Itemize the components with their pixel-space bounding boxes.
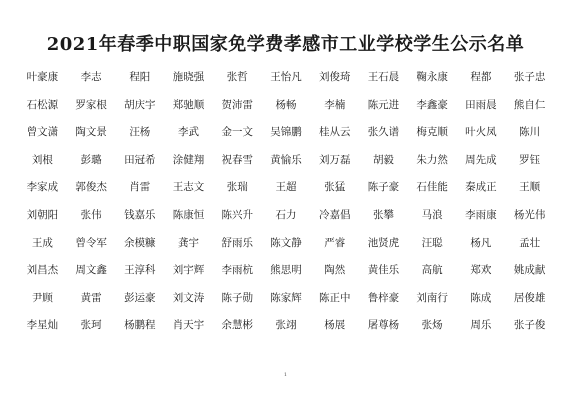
student-name-cell: 张子俊 xyxy=(513,319,546,332)
student-name-cell: 严睿 xyxy=(324,236,346,249)
student-name-cell: 胡庆宇 xyxy=(124,98,156,111)
student-name-cell: 程阳 xyxy=(129,71,151,83)
student-name-cell: 陶文景 xyxy=(75,126,107,139)
student-name-cell: 叶豪康 xyxy=(26,71,59,83)
student-name-cell: 罗家根 xyxy=(75,98,107,111)
student-name-cell: 陈子豪 xyxy=(367,181,400,194)
student-name-cell: 涂健翔 xyxy=(172,153,205,166)
student-name-cell: 舒雨乐 xyxy=(221,236,254,249)
student-name-cell: 田雨晨 xyxy=(465,98,497,111)
student-name-cell: 刘根 xyxy=(31,153,53,166)
student-name-cell: 熊自仁 xyxy=(513,98,546,111)
student-name-cell: 胡毅 xyxy=(372,153,394,166)
student-name-cell: 金一文 xyxy=(221,126,254,139)
student-name-cell: 陈子勋 xyxy=(221,291,254,304)
student-name-cell: 孟壮 xyxy=(519,236,541,249)
student-name-cell: 肖天宇 xyxy=(172,319,205,332)
student-name-cell: 刘宇辉 xyxy=(172,264,205,277)
student-name-cell: 施晓强 xyxy=(172,71,205,83)
student-name-cell: 王怡凡 xyxy=(270,71,302,83)
student-name-cell: 陈康恒 xyxy=(172,208,205,221)
student-name-cell: 刘昌杰 xyxy=(26,264,59,277)
student-name-cell: 李星灿 xyxy=(26,319,59,332)
student-name-cell: 钱嘉乐 xyxy=(124,208,156,221)
student-name-cell: 郭俊杰 xyxy=(75,181,107,194)
student-name-cell: 马浪 xyxy=(421,208,443,221)
student-name-cell: 张翊 xyxy=(275,319,297,332)
student-name-cell: 贺沛雷 xyxy=(221,98,254,111)
student-name-cell: 王超 xyxy=(275,181,297,194)
student-name-cell: 余模糠 xyxy=(124,236,156,249)
student-name-cell: 陈正中 xyxy=(318,291,351,304)
student-name-cell: 陶然 xyxy=(324,264,346,277)
student-name-cell: 刘朝阳 xyxy=(26,208,59,221)
student-name-cell: 彭运豪 xyxy=(124,291,156,304)
student-name-cell: 鲁梓豪 xyxy=(367,291,400,304)
student-name-cell: 程都 xyxy=(470,71,492,83)
student-name-cell: 陈成 xyxy=(470,291,492,304)
student-name-cell: 杨鹏程 xyxy=(124,319,156,332)
student-name-cell: 张攀 xyxy=(372,208,394,221)
student-name-cell: 居俊雄 xyxy=(513,291,546,304)
student-name-cell: 汪杨 xyxy=(129,126,151,139)
student-name-cell: 王石晨 xyxy=(367,71,400,83)
student-name-cell: 吴锦鹏 xyxy=(270,126,302,139)
student-name-cell: 杨光伟 xyxy=(513,208,546,221)
student-name-cell: 鞠永康 xyxy=(416,71,448,83)
student-name-cell: 郑欢 xyxy=(470,264,492,277)
student-name-cell: 周文鑫 xyxy=(75,264,107,277)
student-name-cell: 梅克顺 xyxy=(416,126,448,139)
student-name-cell: 杨凡 xyxy=(470,236,492,249)
student-name-cell: 李志 xyxy=(80,71,102,83)
student-name-cell: 余慧彬 xyxy=(221,319,254,332)
document-title: 2021年春季中职国家免学费孝感市工业学校学生公示名单 xyxy=(46,34,525,55)
student-name-cell: 李武 xyxy=(178,126,200,139)
student-name-cell: 李鑫豪 xyxy=(416,98,448,111)
student-name-cell: 黄佳乐 xyxy=(367,264,400,277)
student-name-cell: 石松源 xyxy=(26,98,59,111)
student-name-cell: 刘俊琦 xyxy=(318,71,351,83)
student-name-cell: 李雨康 xyxy=(465,208,497,221)
student-name-cell: 黄雷 xyxy=(80,291,102,304)
student-name-cell: 姚成献 xyxy=(513,264,546,277)
student-name-cell: 刘万磊 xyxy=(318,153,351,166)
student-name-cell: 王成 xyxy=(31,236,53,249)
student-name-cell: 李雨杭 xyxy=(221,264,254,277)
student-name-cell: 肖雷 xyxy=(129,181,151,194)
student-name-cell: 桂从云 xyxy=(318,126,351,139)
student-name-cell: 尹顾 xyxy=(31,291,53,304)
student-name-cell: 彭璐 xyxy=(80,153,102,166)
student-name-cell: 李家成 xyxy=(26,181,59,194)
student-name-cell: 郑驰顺 xyxy=(172,98,205,111)
student-name-cell: 罗钰 xyxy=(519,153,541,166)
student-name-cell: 刘文涛 xyxy=(172,291,205,304)
student-name-cell: 叶火凤 xyxy=(465,126,497,139)
student-name-cell: 曾令军 xyxy=(75,236,107,249)
student-name-cell: 冷嘉倡 xyxy=(318,208,351,221)
student-name-cell: 陈川 xyxy=(519,126,541,139)
student-name-cell: 王顺 xyxy=(519,181,541,194)
student-name-cell: 陈家辉 xyxy=(270,291,302,304)
student-name-cell: 龚宇 xyxy=(178,236,200,249)
student-name-cell: 张瑞 xyxy=(226,181,248,194)
student-name-cell: 陈兴升 xyxy=(221,208,254,221)
student-name-cell: 李楠 xyxy=(324,98,346,111)
student-name-cell: 高航 xyxy=(421,264,443,277)
student-name-cell: 屠尊杨 xyxy=(367,319,400,332)
student-name-cell: 朱力然 xyxy=(416,153,448,166)
student-name-cell: 张哲 xyxy=(226,71,248,83)
student-name-cell: 陈元进 xyxy=(367,98,400,111)
student-name-cell: 张久谱 xyxy=(367,126,400,139)
student-name-cell: 池贤虎 xyxy=(367,236,400,249)
student-name-cell: 熊思明 xyxy=(270,264,302,277)
student-name-cell: 张伟 xyxy=(80,208,102,221)
page-number: 1 xyxy=(283,372,288,378)
name-grid xyxy=(18,64,554,340)
student-name-cell: 秦成正 xyxy=(465,181,497,194)
student-name-cell: 曾文潇 xyxy=(26,126,59,139)
student-name-cell: 汪聪 xyxy=(421,236,443,249)
student-name-cell: 张猛 xyxy=(324,181,346,194)
student-name-cell: 石力 xyxy=(275,208,297,221)
student-name-cell: 黄愉乐 xyxy=(270,153,302,166)
student-name-cell: 祝春雪 xyxy=(221,153,254,166)
student-name-cell: 周先成 xyxy=(465,153,497,166)
student-name-cell: 石佳能 xyxy=(416,181,448,194)
student-name-cell: 陈文静 xyxy=(270,236,302,249)
student-name-cell: 周乐 xyxy=(470,319,492,332)
student-name-cell: 张炀 xyxy=(421,319,443,332)
student-name-cell: 王志文 xyxy=(172,181,205,194)
student-name-cell: 田冠希 xyxy=(124,153,156,166)
student-name-cell: 王淳科 xyxy=(124,264,156,277)
student-name-cell: 张子忠 xyxy=(513,71,546,83)
student-name-cell: 刘南行 xyxy=(416,291,448,304)
student-name-cell: 张珂 xyxy=(80,319,102,332)
student-name-cell: 杨畅 xyxy=(275,98,297,111)
student-name-cell: 杨展 xyxy=(324,319,346,332)
